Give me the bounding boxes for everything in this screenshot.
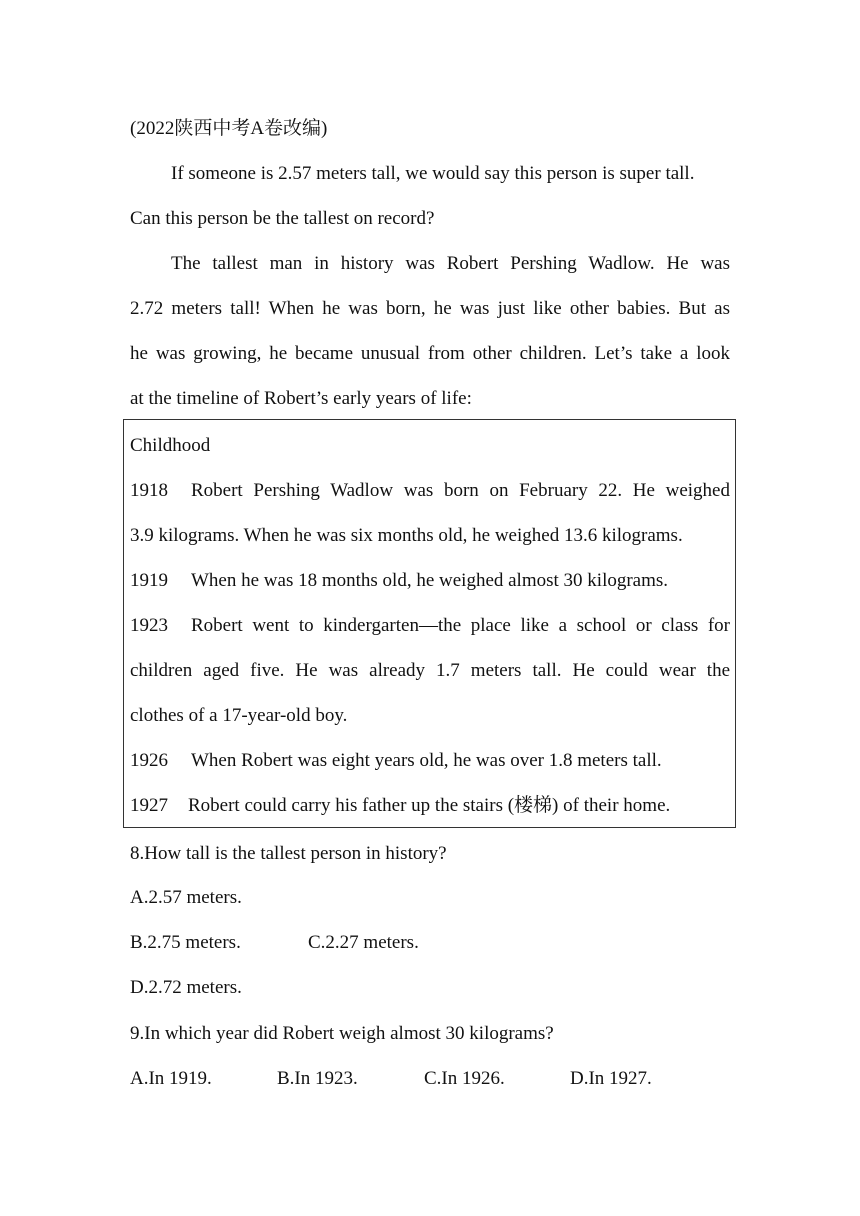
question-9-option-d[interactable]: D.In 1927. [570,1068,652,1089]
source-note: (2022陕西中考A卷改编) [130,118,328,139]
question-9-options-row [130,1067,730,1091]
timeline-text: When he was 18 months old, he weighed almost 30 kilograms. [191,570,669,591]
question-8-option-c[interactable]: C.2.27 meters. [308,932,419,953]
question-9-option-b[interactable]: B.In 1923. [277,1068,358,1089]
timeline-year: 1918 [130,480,168,501]
timeline-entry-1923 [130,614,730,638]
question-9-option-c[interactable]: C.In 1926. [424,1068,505,1089]
intro-paragraph-2-line-2: 2.72 meters tall! When he was born, he was just like other babies. But as [130,298,730,319]
timeline-heading: Childhood [130,435,211,456]
question-8-option-d[interactable]: D.2.72 meters. [130,977,242,998]
timeline-text: Robert Pershing Wadlow was born on February 22. He weighed [191,480,730,501]
timeline-entry-1918-continued: 3.9 kilograms. When he was six months old, he weighed 13.6 kilograms. [130,525,683,546]
timeline-year: 1927 [130,795,168,816]
timeline-year: 1923 [130,615,168,636]
question-9-option-a[interactable]: A.In 1919. [130,1068,212,1089]
timeline-text: Robert went to kindergarten—the place like a school or class for [191,615,730,636]
intro-paragraph-1-line-2: Can this person be the tallest on record? [130,208,435,229]
question-8-option-b[interactable]: B.2.75 meters. [130,932,241,953]
question-9-stem: 9.In which year did Robert weigh almost 30 kilograms? [130,1023,554,1044]
intro-paragraph-2-line-4: at the timeline of Robert’s early years of life: [130,388,472,409]
timeline-entry-1919 [130,569,730,593]
timeline-year: 1926 [130,750,168,771]
timeline-entry-1927 [130,794,730,818]
timeline-year: 1919 [130,570,168,591]
timeline-entry-1926 [130,749,730,773]
timeline-text: Robert could carry his father up the stairs (楼梯) of their home. [188,795,671,816]
timeline-entry-1923-continued: children aged five. He was already 1.7 meters tall. He could wear the [130,660,730,681]
intro-paragraph-1-line-1: If someone is 2.57 meters tall, we would say this person is super tall. [171,163,695,184]
intro-paragraph-2-line-1: The tallest man in history was Robert Pershing Wadlow. He was [171,253,730,274]
intro-paragraph-2-line-3: he was growing, he became unusual from other children. Let’s take a look [130,343,730,364]
timeline-entry-1923-continued-2: clothes of a 17-year-old boy. [130,705,348,726]
timeline-text: When Robert was eight years old, he was over 1.8 meters tall. [191,750,662,771]
question-8-stem: 8.How tall is the tallest person in history? [130,843,447,864]
question-8-options-row [130,931,730,955]
timeline-entry-1918 [130,479,730,503]
question-8-option-a[interactable]: A.2.57 meters. [130,887,242,908]
